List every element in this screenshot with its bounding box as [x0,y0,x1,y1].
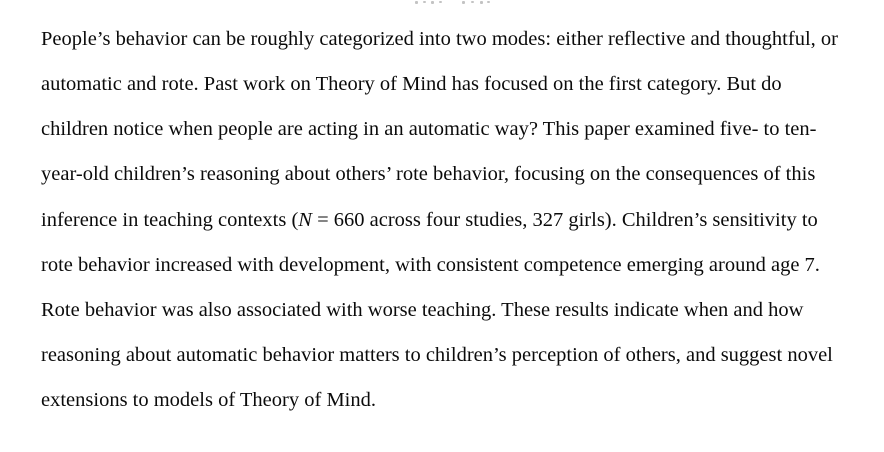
abstract-line [41,378,861,423]
abstract-line [41,17,861,62]
abstract-text-run: year-old children’s reasoning about others’ rote behavior, focusing on the consequences of this [41,163,816,186]
abstract-text-run: People’s behavior can be roughly categorized into two modes: either reflective and thoughtful, or [41,28,838,50]
abstract-line [41,107,861,152]
abstract-text-run: children notice when people are acting in an automatic way? This paper examined five- to ten- [41,118,817,141]
abstract-text-run: rote behavior increased with development, with consistent competence emerging around age 7. [41,253,820,276]
abstract-text-run: extensions to models of Theory of Mind. [41,389,376,412]
abstract-text-run: inference in teaching contexts ( [41,208,299,231]
abstract-text-run: Rote behavior was also associated with worse teaching. These results indicate when and how [41,298,804,321]
abstract-line [41,152,861,197]
abstract-text-run: = 660 across four studies, 327 girls). Children’s sensitivity to [311,208,818,231]
abstract-line [41,288,861,333]
abstract-line [41,62,861,107]
abstract-paragraph [41,0,861,423]
abstract-line [41,198,861,243]
abstract-text-run-italic: N [298,208,312,231]
abstract-line [41,333,861,378]
abstract-text-run: automatic and rote. Past work on Theory of Mind has focused on the first category. But do [41,73,782,96]
abstract-text-run: reasoning about automatic behavior matters to children’s perception of others, and suggest novel [41,344,833,367]
abstract-line [41,243,861,288]
